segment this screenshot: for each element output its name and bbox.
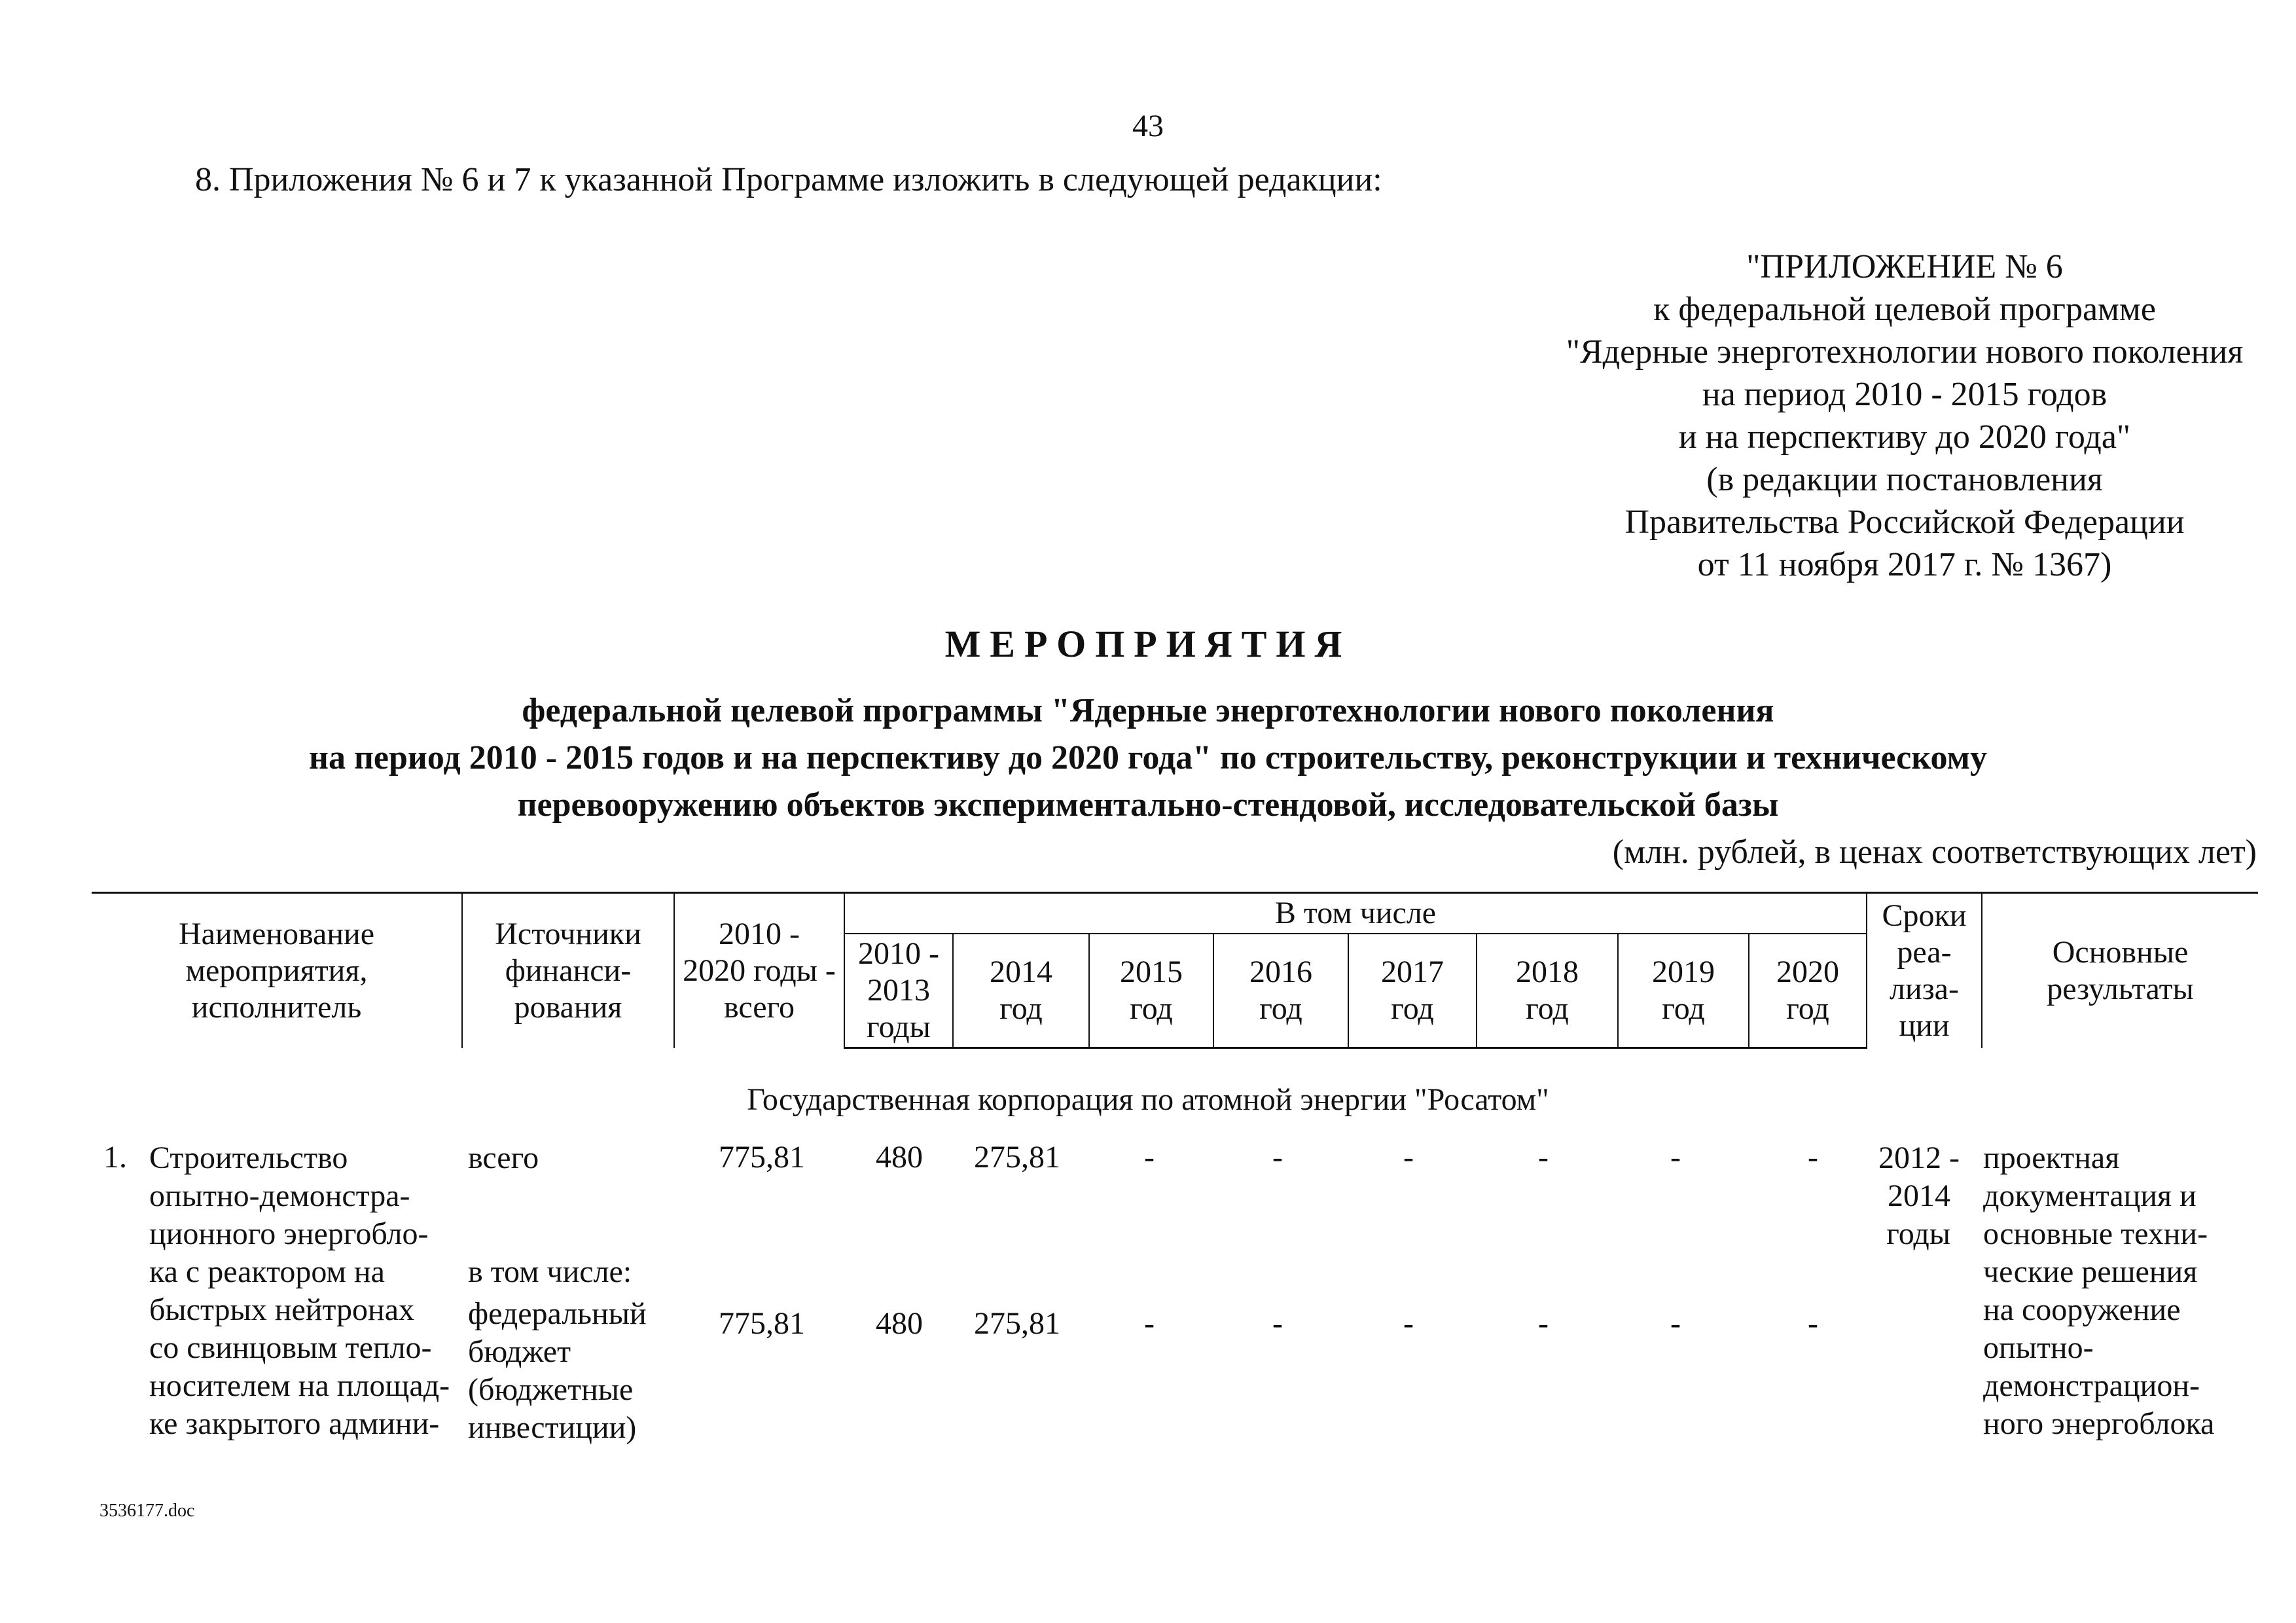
subtitle-line: федеральной целевой программы "Ядерные энерготехнологии нового поколения — [522, 692, 1774, 729]
header-including: В том числе — [844, 893, 1867, 934]
value-all-total: 775,81 — [719, 1140, 805, 1175]
value-federal-2015: - — [1144, 1306, 1155, 1341]
value-all-2019: - — [1670, 1140, 1681, 1175]
subtitle-line: на период 2010 - 2015 годов и на перспективу до 2020 года" по строительству, реконструкции и техническому — [309, 739, 1987, 776]
appendix-line: к федеральной целевой программе — [1653, 291, 2156, 328]
document-subtitle — [0, 687, 2296, 829]
source-all: всего — [468, 1140, 539, 1175]
intro-paragraph: 8. Приложения № 6 и 7 к указанной Программе изложить в следующей редакции: — [195, 161, 1382, 198]
source-federal: федеральный — [468, 1296, 647, 1331]
main-results: проектная документация и основные техни- ческие решения на сооружение опытно- демонстрацион- ного энергоблока — [1983, 1140, 2215, 1441]
appendix-line: "ПРИЛОЖЕНИЕ № 6 — [1746, 248, 2063, 285]
value-federal-2020: - — [1808, 1306, 1818, 1341]
implementation-period: 2012 - 2014 годы — [1878, 1140, 1960, 1251]
value-all-2018: - — [1538, 1140, 1549, 1175]
document-id: 3536177.doc — [99, 1501, 195, 1521]
value-all-2014: 275,81 — [974, 1140, 1060, 1175]
value-all-2020: - — [1808, 1140, 1818, 1175]
value-federal-2019: - — [1670, 1306, 1681, 1341]
value-all-2017: - — [1403, 1140, 1414, 1175]
source-including: в том числе: — [468, 1254, 632, 1289]
header-sources: Источники финанси- рования — [462, 893, 674, 1048]
row-name: Строительство опытно-демонстра- ционного энергобло- ка с реактором на быстрых нейтронах со свинцовым тепло- носителем на площад- ке закрытого админи- — [149, 1140, 450, 1441]
appendix-stamp — [1407, 246, 2296, 586]
header-year-2019: 2019 год — [1618, 934, 1749, 1048]
appendix-line: и на перспективу до 2020 года" — [1678, 418, 2131, 456]
appendix-line: "Ядерные энерготехнологии нового поколения — [1566, 333, 2244, 371]
document-title: МЕРОПРИЯТИЯ — [944, 623, 1352, 665]
header-year-2015: 2015 год — [1089, 934, 1213, 1048]
subtitle-line: перевооружению объектов экспериментально-стендовой, исследовательской базы — [517, 786, 1779, 824]
header-year-2020: 2020 год — [1749, 934, 1867, 1048]
appendix-line: Правительства Российской Федерации — [1624, 503, 2185, 541]
units-note: (млн. рублей, в ценах соответствующих лет) — [1612, 833, 2257, 871]
value-all-2015: - — [1144, 1140, 1155, 1175]
financing-sources: всего в том числе: федеральный бюджет (бюджетные инвестиции) — [468, 1140, 647, 1445]
value-federal-2010-2013: 480 — [876, 1306, 923, 1341]
appendix-line: (в редакции постановления — [1706, 461, 2103, 498]
row-number: 1. — [103, 1140, 127, 1175]
header-year-2010-2013: 2010 - 2013 годы — [844, 934, 953, 1048]
value-all-2010-2013: 480 — [876, 1140, 923, 1175]
header-year-2018: 2018 год — [1477, 934, 1618, 1048]
header-year-2016: 2016 год — [1213, 934, 1348, 1048]
measures-table — [92, 892, 2258, 1049]
agency-heading: Государственная корпорация по атомной энергии "Росатом" — [747, 1082, 1549, 1117]
value-federal-2018: - — [1538, 1306, 1549, 1341]
header-period: Сроки реа- лиза- ции — [1867, 893, 1982, 1048]
value-federal-2014: 275,81 — [974, 1306, 1060, 1341]
page-number: 43 — [1132, 109, 1164, 143]
appendix-line: от 11 ноября 2017 г. № 1367) — [1697, 546, 2112, 583]
header-year-2014: 2014 год — [953, 934, 1089, 1048]
appendix-line: на период 2010 - 2015 годов — [1702, 376, 2108, 413]
value-federal-2016: - — [1272, 1306, 1283, 1341]
value-all-2016: - — [1272, 1140, 1283, 1175]
header-total: 2010 - 2020 годы - всего — [674, 893, 844, 1048]
header-results: Основные результаты — [1982, 893, 2258, 1048]
value-federal-total: 775,81 — [719, 1306, 805, 1341]
header-year-2017: 2017 год — [1348, 934, 1477, 1048]
header-name: Наименование мероприятия, исполнитель — [92, 893, 462, 1048]
value-federal-2017: - — [1403, 1306, 1414, 1341]
